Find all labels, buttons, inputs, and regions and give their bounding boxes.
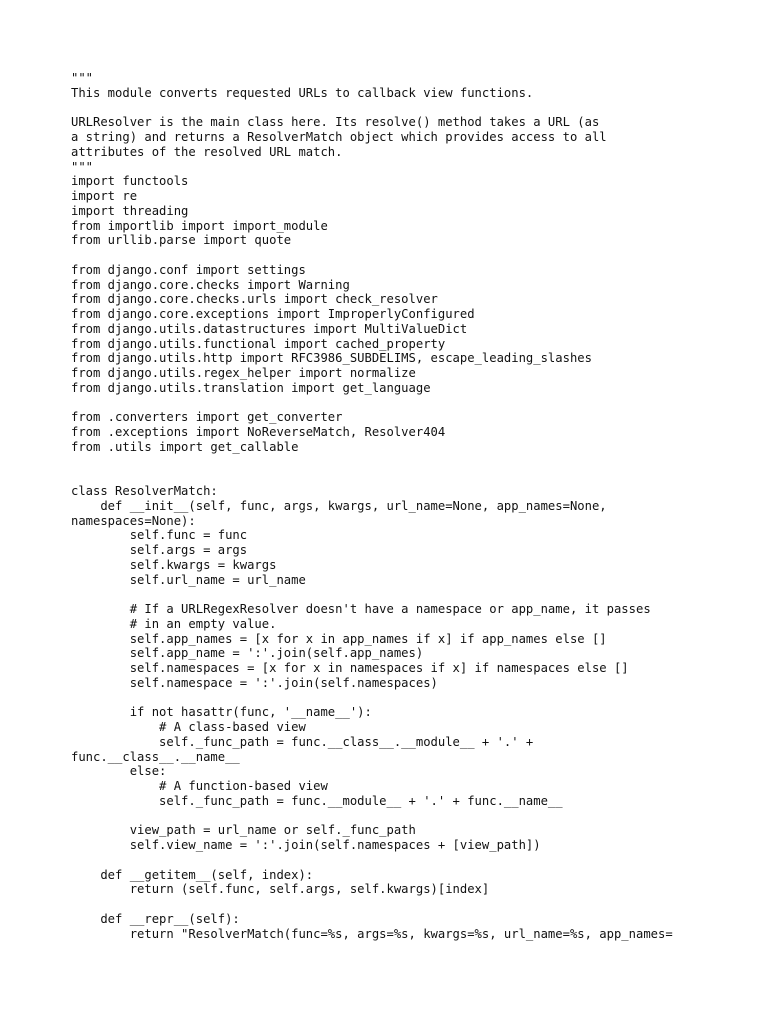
code-page (71, 71, 731, 941)
code-line: from .exceptions import NoReverseMatch, Resolver404 (71, 425, 446, 439)
code-line: from django.utils.datastructures import MultiValueDict (71, 321, 468, 336)
code-line (71, 455, 731, 470)
code-line: def __init__(self, func, args, kwargs, url_name=None, app_names=None, (71, 498, 607, 513)
code-line: self._func_path = func.__module__ + '.' + func.__name__ (71, 793, 563, 808)
code-line: """ (71, 159, 94, 174)
code-line: """ (71, 71, 94, 85)
code-line (71, 691, 731, 706)
code-line: from .utils import get_callable (71, 439, 299, 454)
code-line: from django.utils.http import RFC3986_SUBDELIMS, escape_leading_slashes (71, 351, 592, 366)
code-line: self.url_name = url_name (71, 572, 306, 587)
code-line: return (self.func, self.args, self.kwargs)[index] (71, 882, 490, 897)
code-line: import functools (71, 174, 189, 189)
code-line: # A function-based view (71, 779, 328, 793)
code-line: a string) and returns a ResolverMatch object which provides access to all (71, 130, 607, 144)
code-line (71, 587, 731, 602)
code-line: from django.utils.functional import cached_property (71, 336, 446, 351)
code-line: This module converts requested URLs to callback view functions. (71, 85, 534, 100)
code-line: self.app_name = ':'.join(self.app_names) (71, 646, 424, 661)
code-line: # A class-based view (71, 720, 306, 734)
code-line: view_path = url_name or self._func_path (71, 823, 416, 838)
code-line: self.args = args (71, 543, 248, 557)
code-line: from django.core.checks import Warning (71, 277, 350, 292)
code-line: from django.utils.translation import get_language (71, 380, 431, 395)
code-line: else: (71, 764, 167, 779)
code-line: from django.conf import settings (71, 262, 306, 277)
code-line: URLResolver is the main class here. Its resolve() method takes a URL (as (71, 115, 600, 130)
code-line: attributes of the resolved URL match. (71, 144, 343, 159)
code-line: import re (71, 189, 138, 203)
code-line (71, 853, 731, 868)
code-line: self.view_name = ':'.join(self.namespaces + [view_path]) (71, 838, 541, 852)
code-line (71, 101, 731, 116)
code-line: self.namespaces = [x for x in namespaces if x] if namespaces else [] (71, 661, 629, 675)
code-line: self.func = func (71, 528, 248, 543)
code-line: from .converters import get_converter (71, 410, 343, 425)
code-line: self.app_names = [x for x in app_names if x] if app_names else [] (71, 631, 607, 646)
code-line: # in an empty value. (71, 616, 277, 631)
code-line (71, 396, 731, 411)
code-line: namespaces=None): (71, 513, 196, 528)
code-line (71, 469, 731, 484)
code-line: self.namespace = ':'.join(self.namespaces) (71, 675, 438, 690)
code-line: from urllib.parse import quote (71, 233, 292, 248)
code-line (71, 897, 731, 912)
code-line (71, 248, 731, 263)
code-line: from django.core.checks.urls import check_resolver (71, 292, 438, 307)
code-line: self.kwargs = kwargs (71, 557, 277, 572)
code-line (71, 809, 731, 824)
code-line: from django.core.exceptions import ImproperlyConfigured (71, 307, 475, 321)
code-line: import threading (71, 203, 189, 218)
code-line: if not hasattr(func, '__name__'): (71, 705, 372, 720)
code-line: def __getitem__(self, index): (71, 867, 314, 882)
code-line: class ResolverMatch: (71, 484, 218, 498)
code-line: from importlib import import_module (71, 218, 328, 233)
code-line: def __repr__(self): (71, 911, 240, 926)
code-line: # If a URLRegexResolver doesn't have a namespace or app_name, it passes (71, 602, 651, 616)
code-line: self._func_path = func.__class__.__module__ + '.' + (71, 734, 534, 749)
code-line: from django.utils.regex_helper import normalize (71, 366, 416, 380)
code-line: return "ResolverMatch(func=%s, args=%s, kwargs=%s, url_name=%s, app_names= (71, 926, 673, 941)
code-line: func.__class__.__name__ (71, 749, 240, 764)
